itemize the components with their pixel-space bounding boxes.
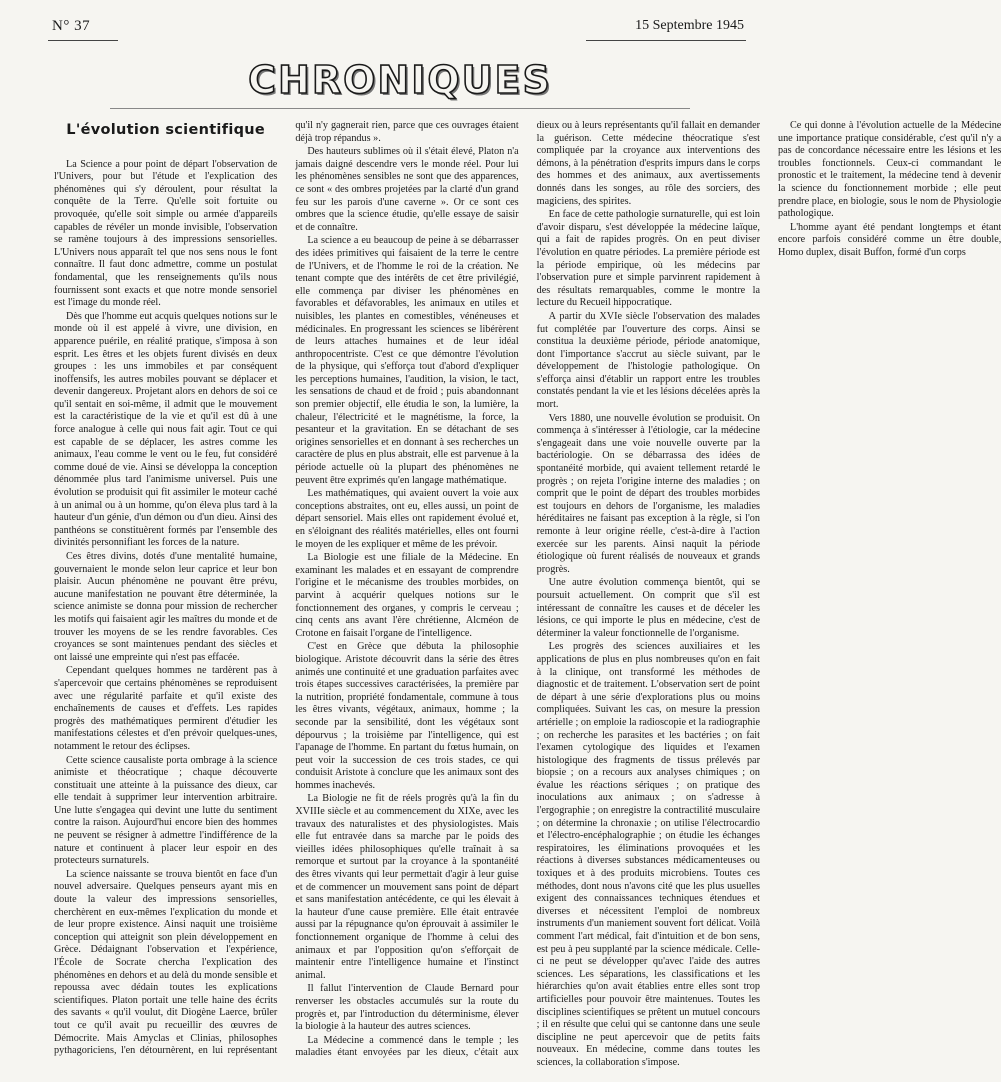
paragraph: C'est en Grèce que débuta la philosophie biologique. Aristote découvrit dans la série des êtres animés une continuité et une graduation parfaites avec trois étapes successives caractérisées, la première par la nutrition, propriété fondamentale, commune à tous les êtres vivants, végétaux, animaux, homme ; la seconde par la sensibilité, dont les végétaux sont dépourvus ; la troisième par l'intelligence, qui est l'apanage de l'homme. En partant du fœtus humain, on peut voir la succession de ces trois stades, ce qui conduisit Aristote à conclure que les animaux sont des hommes inachevés. [295,641,519,791]
issue-date: 15 Septembre 1945 [635,18,744,33]
paragraph: La science naissante se trouva bientôt en face d'un nouvel adversaire. Quelques penseurs ayant mis en doute la valeur des impressions sensorielles, cherchèrent en eux-mêmes l'explication du monde et de leur propre existence. Ainsi naquit une troisième conception qui atteignit son plein développement en Grèce. Dédaignant l'observation et l'expérience, l'École de Socrate chercha l'explication des phénomènes en dehors et au delà du monde sensible et repoussa avec dédain toutes les explications scientifiques. Platon portait une telle haine des écrits des savants « qu'il voulut, dit Diogène Laerce, brûler tout ce qu'il avait pu recueillir des œuvres de Démocrite. Mais Amyclas et Clinias, philosophes pythagoriciens, l'en détournèrent, en lui représentant qu'il n'y gagnerait rien, parce que ces ouvrages étaient déjà trop répandus ». [54,120,519,1057]
paragraph: La Science a pour point de départ l'observation de l'Univers, pour but l'étude et l'explication des phénomènes qui s'y déroulent, pour résultat la conquête de la Terre. Qu'elle soit fortuite ou provoquée, qu'elle soit simple ou armée d'appareils capables de révéler un monde invisible, l'observation se ramène toujours à des impressions sensorielles. L'Univers nous apparaît tel que nos sens nous le font connaître. Il faut donc admettre, comme un postulat fondamental, que les renseignements qu'ils nous fournissent sont exacts et que notre monde sensoriel est l'image du monde réel. [54,158,278,309]
article-body [54,120,1001,1070]
paragraph: Les mathématiques, qui avaient ouvert la voie aux conceptions abstraites, ont eu, elles aussi, un point de départ sensoriel. Mais elles ont rapidement évolué et, en s'éloignant des réalités matérielles, elles ont fourni le moyen de les expliquer et même de les prévoir. [295,488,519,550]
section-title: CHRONIQUES [248,58,552,102]
section-title-rule [110,108,690,109]
paragraph: Ces êtres divins, dotés d'une mentalité humaine, gouvernaient le monde selon leur caprice et leur bon plaisir. Aucun phénomène ne pouvant être prévu, aucune manifestation ne pouvant être déterminée, la science animiste se donna pour mission de rechercher les motifs qui faisaient agir les maîtres du monde et de trouver les moyens de se les rendre favorables. Ces croyances se sont maintenues pendant des siècles et ont laissé une empreinte qui n'est pas effacée. [54,551,278,663]
header-rule-left [48,40,118,41]
article-title: L'évolution scientifique [66,122,266,138]
paragraph: La Biologie ne fit de réels progrès qu'à la fin du XVIIIe siècle et au commencement du XIXe, avec les travaux des naturalistes et des physiologistes. Mais elle fut entravée dans sa marche par le poids des vieilles idées philosophiques qu'elle traînait à sa remorque et surtout par la croyance à la spontanéité des êtres vivants qui leur permettait d'agir à leur guise et de commencer un mouvement sans point de départ et sans manifestation antécédente, ce qui les élevait à la hauteur d'une cause première. Elle était entravée aussi par la répugnance qu'on éprouvait à assimiler le fonctionnement organique de l'homme à celui des animaux et par l'opposition qu'on s'efforçait de maintenir entre l'intelligence humaine et l'instinct animal. [295,793,519,981]
paragraph: La Biologie est une filiale de la Médecine. En examinant les malades et en essayant de comprendre l'origine et le mécanisme des troubles morbides, on parvint à acquérir quelques notions sur le fonctionnement des organes, y compris le cerveau ; cinq cents ans avant l'ère chrétienne, Alcméon de Crotone en faisait l'organe de l'intelligence. [295,552,519,639]
paragraph: Ce qui donne à l'évolution actuelle de la Médecine une importance pratique considérable, c'est qu'il n'y a pas de concordance nécessaire entre les lésions et les troubles fonctionnels. Ceux-ci commandant le pronostic et le traitement, la médecine tend à devenir la science du fonctionnement morbide ; elle peut prendre place, en biologie, sous le nom de Physiologie pathologique. [777,120,1001,220]
paragraph: Dès que l'homme eut acquis quelques notions sur le monde où il est appelé à vivre, une division, en apparence puérile, en réalité pratique, s'imposa à son esprit. Les êtres et les objets furent divisés en deux groupes : les uns immobiles et par conséquent inoffensifs, les autres mobiles pouvant se déplacer et devenir dangereux. Projetant alors en dehors de soi ce qu'il sentait en soi-même, il admit que le mouvement est la caractéristique de la vie et qu'il est dû à une force analogue à celle qui nous fait agir. Tout ce qui est capable de se déplacer, les astres comme les animaux, l'eau comme le vent ou le feu, fut considéré comme doué de vie. Ainsi se développa la conception dénommée plus tard l'animisme universel. Puis une évolution se produisit qui fit assimiler le moteur caché à un animal ou à un homme, qu'on éleva plus tard à la hauteur d'un génie, d'un démon ou d'un dieu. Ainsi des panthéons se constituèrent formés par l'ensemble des divinités personnifiant les forces de la nature. [54,310,278,549]
paragraph: Cette science causaliste porta ombrage à la science animiste et théocratique ; chaque découverte constituait une atteinte à la puissance des dieux, car elle tendait à supprimer leur intervention arbitraire. Une lutte s'engagea qui devint une lutte du sentiment contre la raison. Aujourd'hui encore bien des hommes ne peuvent se résigner à admettre l'indifférence de la nature et continuent à placer leur espoir en des protecteurs surnaturels. [54,754,278,867]
paragraph: Des hauteurs sublimes où il s'était élevé, Platon n'a jamais daigné descendre vers le monde réel. Pour lui les phénomènes sensibles ne sont que des apparences, ce sont « des ombres projetées par la clarté d'un grand feu sur les parois d'une caverne ». Or ce sont ces ombres que la science étudie, qu'elle essaye de saisir et de connaître. [295,146,519,233]
paragraph: L'homme ayant été pendant longtemps et étant encore parfois considéré comme un être double, Homo duplex, disait Buffon, formé d'un corps [777,221,1001,258]
paragraph: La science a eu beaucoup de peine à se débarrasser des idées primitives qui faisaient de la terre le centre de l'Univers, et de l'homme le roi de la création. Ne tenant compte que des intérêts de cet être privilégié, elle commença par diviser les phénomènes en favorables et défavorables, les animaux en utiles et nuisibles, les plantes en comestibles, vénéneuses et médicinales. En progressant les sciences se libérèrent de leurs attaches humaines et de leur idéal anthropocentriste. C'est ce que démontre l'évolution de la physique, qui s'efforça tout d'abord d'expliquer les perceptions humaines, l'audition, la vision, le tact, les sensations de chaud et de froid ; puis abandonnant son premier objectif, elle étudia le son, la lumière, la chaleur, l'électricité et le magnétisme, la force, la pesanteur et la gravitation. En se détachant de ses origines sensorielles et en donnant à ses recherches un caractère de plus en plus abstrait, elle est parvenue à la période actuelle où la plupart des phénomènes ne peuvent être exprimés qu'en langage mathématique. [295,235,519,486]
paragraph: Une autre évolution commença bientôt, qui se poursuit actuellement. On comprit que s'il est intéressant de connaître les causes et de déceler les lésions, ce qui importe le plus en médecine, c'est de déterminer la valeur fonctionnelle de l'organisme. [536,577,760,639]
paragraph: Cependant quelques hommes ne tardèrent pas à s'apercevoir que certains phénomènes se reproduisent avec une régularité parfaite et qu'il existe des enchaînements de causes et d'effets. Les rapides progrès des mathématiques permirent d'étudier les manifestations célestes et d'en prévoir quelques-unes, notamment le retour des éclipses. [54,665,278,752]
paragraph: En face de cette pathologie surnaturelle, qui est loin d'avoir disparu, s'est développée la médecine laïque, qui a fait de rapides progrès. On en peut diviser l'évolution en quatre périodes. La première période est la période empirique, où les médecins par l'observation pure et simple parvinrent rapidement à des résultats remarquables, comme le montre la lecture du Recueil hippocratique. [536,209,760,309]
paragraph: Il fallut l'intervention de Claude Bernard pour renverser les obstacles accumulés sur la route du progrès et, par l'introduction du déterminisme, élever la biologie à la hauteur des autres sciences. [295,983,519,1033]
issue-number: N° 37 [52,18,91,34]
paragraph: La Médecine a commencé dans le temple ; les maladies étant envoyées par les dieux, c'était aux dieux ou à leurs représentants qu'il fallait en demander la guérison. Cette médecine théocratique s'est compliquée par la croyance aux interventions des démons, à la pénétration d'esprits impurs dans le corps des hommes et des animaux, aux avertissements donnés dans les songes, au rôle des sorciers, des magiciens, des spirites. [295,120,760,1059]
header-rule-right [586,40,746,41]
paragraph: Les progrès des sciences auxiliaires et les applications de plus en plus nombreuses qu'on en fait à la clinique, ont transformé les méthodes de diagnostic et de traitement. L'observation sert de point de départ à une série d'explorations plus ou moins compliquées. Suivant les cas, on mesure la pression artérielle ; on emploie la radioscopie et la radiographie ; on recherche les parasites et les bactéries ; on fait l'examen cytologique des liquides et l'examen histologique des fragments de tissus prélevés par biopsie ; on a recours aux analyses chimiques ; on évalue les réactions sériques ; on pratique des inoculations aux animaux ; on s'adresse à l'ergographie ; on enregistre la contractilité musculaire ; on détermine la chronaxie ; on utilise l'électrocardio et l'électro-encéphalographie ; on étudie les échanges respiratoires, les éliminations provoquées et les réactions à diverses substances médicamenteuses ou toxiques et à des produits microbiens. Toutes ces méthodes, dont nous n'avons cité que les plus usuelles exigent des connaissances techniques étendues et diverses et nécessitent l'emploi de nombreux instruments d'un maniement souvent fort délicat. Voilà comment l'art médical, fait d'intuition et de bon sens, est peu à peu supplanté par la science médicale. Celle-ci ne peut se développer qu'avec l'aide des autres sciences. Les séparations, les classifications et les hiérarchies qu'on avait établies entre elles sont trop artificielles pour pouvoir être maintenues. Toutes les disciplines scientifiques se prêtent un mutuel concours ; il en résulte que celui qui se cantonne dans une seule discipline ne peut apercevoir que de petits faits nouveaux. En médecine, comme dans toutes les sciences, la collaboration s'impose. [536,641,760,1068]
paragraph: A partir du XVIe siècle l'observation des malades fut complétée par l'ouverture des corps. Ainsi se constitua la deuxième période, période anatomique, dont l'importance s'accrut au siècle suivant, par le développement de l'histologie pathologique. On s'efforça ainsi d'établir un rapport entre les troubles constatés pendant la vie et les lésions décelées après la mort. [536,310,760,411]
paragraph: Vers 1880, une nouvelle évolution se produisit. On commença à s'intéresser à l'étiologie, car la médecine s'engageait dans une voie nouvelle ouverte par la bactériologie. On se débarrassa des idées de spontanéité morbide, qui avaient tellement retardé le progrès ; on rejeta l'origine interne des maladies ; on comprit que le point de départ des troubles morbides est toujours en dehors de l'organisme, les maladies héréditaires ne faisant pas exception à la règle, si l'on remonte à leur origine réelle, c'est-à-dire à l'action exercée sur les parents. Ainsi naquit la période étiologique où furent réalisés de nouveaux et grands progrès. [536,412,760,575]
